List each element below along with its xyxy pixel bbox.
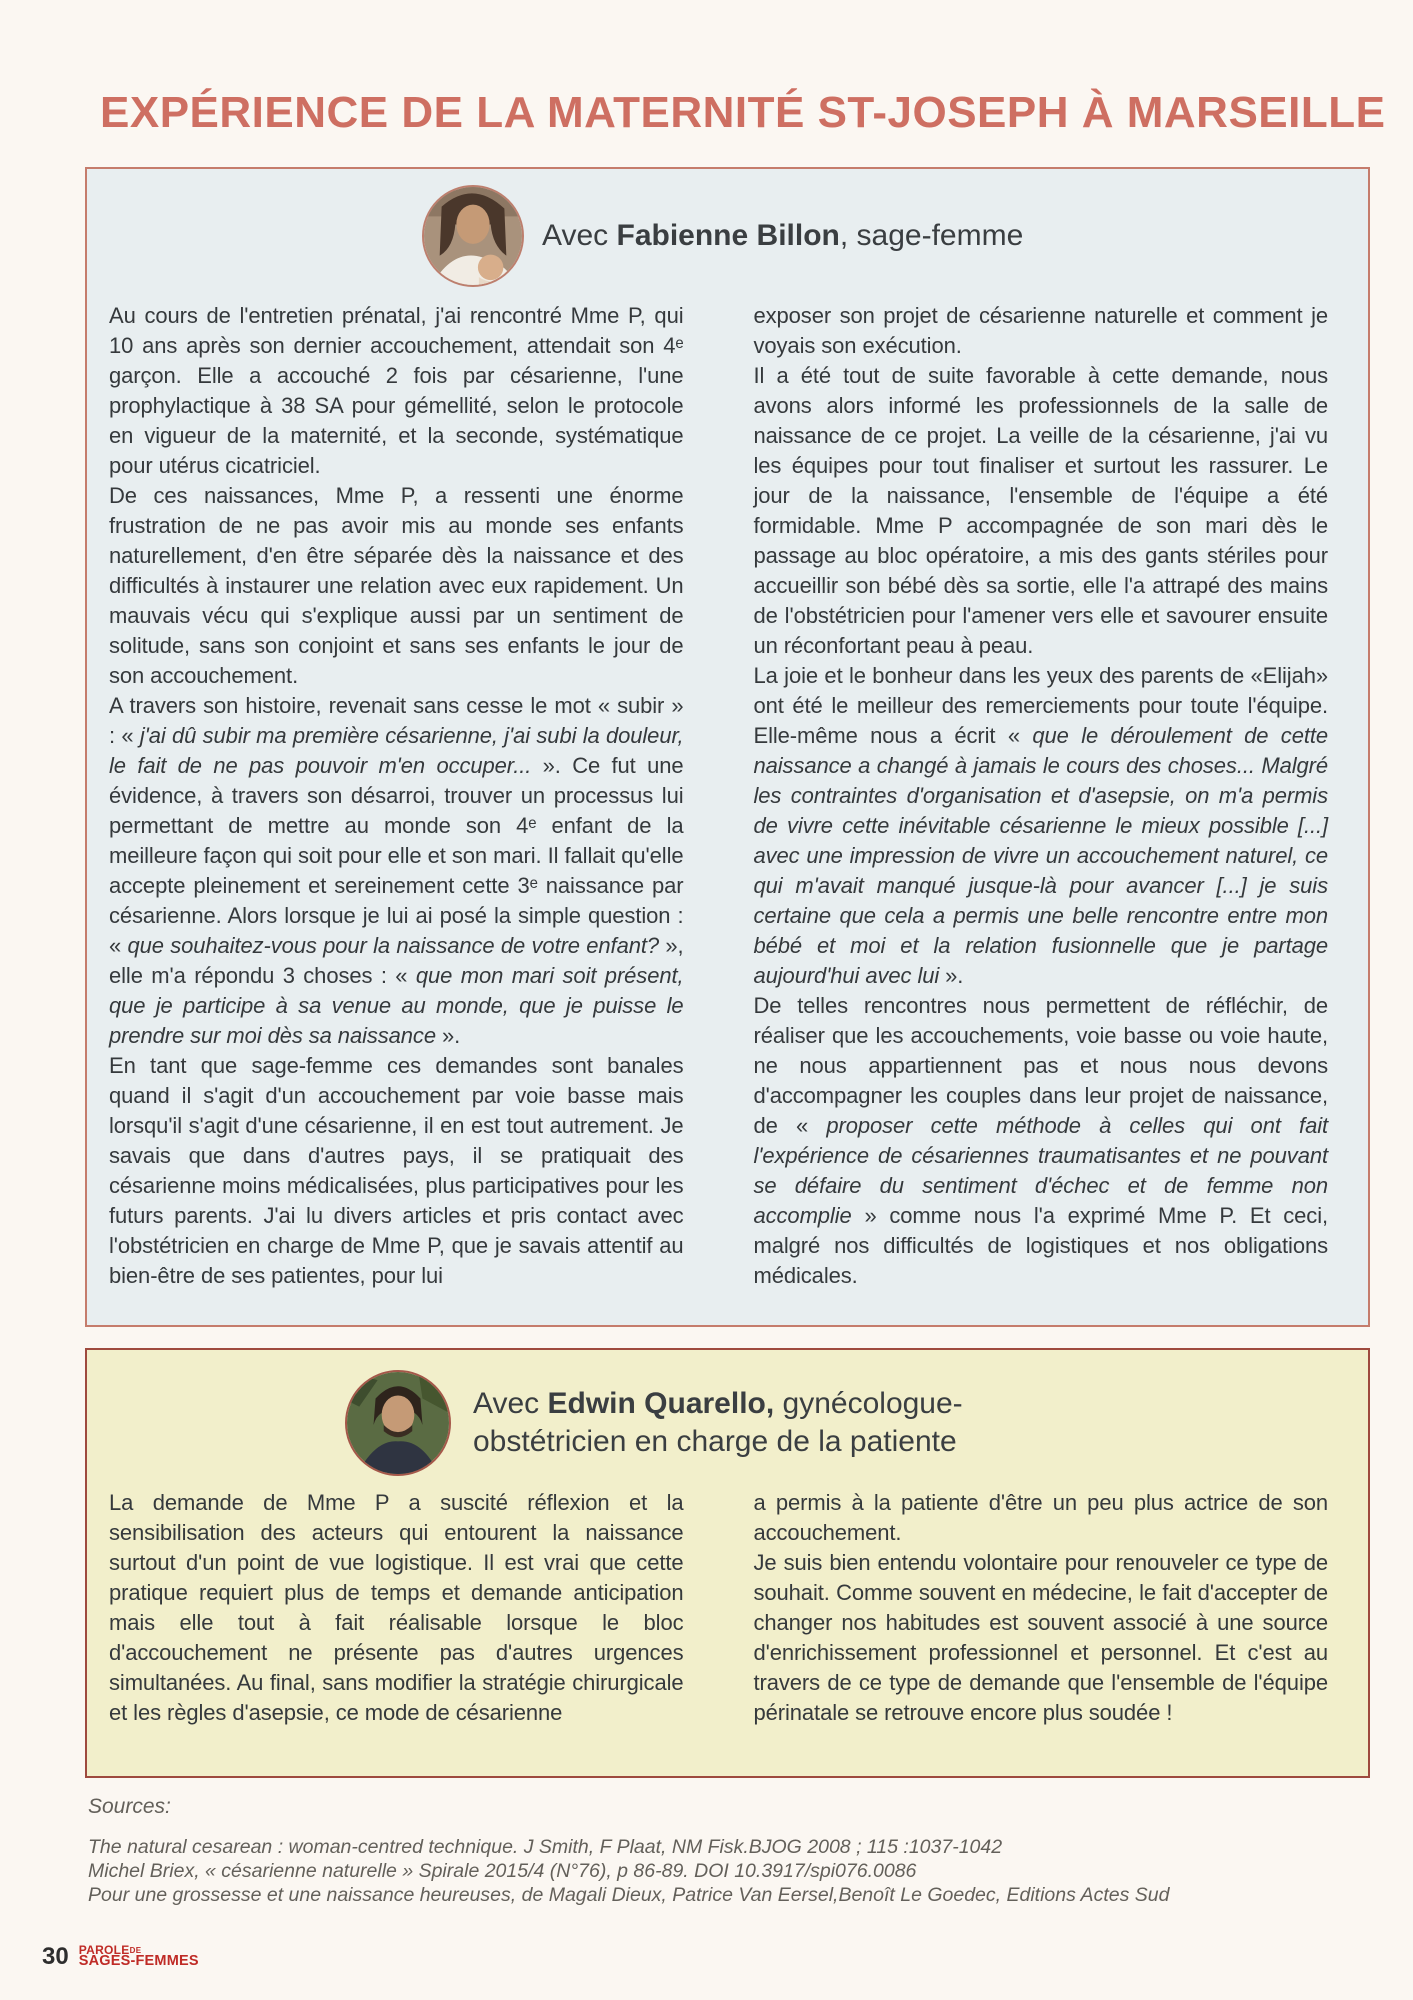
paragraph: exposer son projet de césarienne naturelle et comment je voyais son exécution. [753,303,1328,358]
paragraph: A travers son histoire, revenait sans cesse le mot « subir » : « j'ai dû subir ma première césarienne, j'ai subi la douleur, le fait de ne pas pouvoir m'en occuper... ». Ce fut une évidence, à travers son désarroi, trouver un processus lui permettant de mettre au monde son 4ᵉ enfant de la meilleure façon qui soit pour elle et son mari. Il fallait qu'elle accepte pleinement et sereinement cette 3ᵉ naissance par césarienne. Alors lorsque je lui ai posé la simple question : « que souhaitez-vous pour la naissance de votre enfant? », elle m'a répondu 3 choses : « que mon mari soit présent, que je participe à sa venue au monde, que je puisse le prendre sur moi dès sa naissance ». [109,693,684,1048]
edwin-columns [87,1482,1368,1728]
page-title: EXPÉRIENCE DE LA MATERNITÉ ST-JOSEPH À MARSEILLE [100,88,1386,137]
paragraph: En tant que sage-femme ces demandes sont banales quand il s'agit d'un accouchement par voie basse mais lorsqu'il s'agit d'une césarienne, il en est tout autrement. Je savais que dans d'autres pays, il se pratiquait des césarienne moins médicalisées, plus participatives pour les futurs parents. J'ai lu divers articles et pris contact avec l'obstétricien en charge de Mme P, que je savais attentif au bien-être de ses patientes, pour lui [109,1053,684,1288]
caption-avec: Avec [473,1387,548,1420]
caption-name: Fabienne Billon [616,219,840,252]
paragraph: a permis à la patiente d'être un peu plus actrice de son accouchement. [753,1490,1328,1545]
magazine-brand-logo [79,1944,199,1967]
paragraph: La demande de Mme P a suscité réflexion et la sensibilisation des acteurs qui entourent la naissance surtout d'un point de vue logistique. Il est vrai que cette pratique requiert plus de temps et demande anticipation mais elle tout à fait réalisable lorsque le bloc d'accouchement ne présente pas d'autres urgences simultanées. Au final, sans modifier la stratégie chirurgicale et les règles d'asepsie, ce mode de césarienne [109,1490,684,1725]
fabienne-column-left [109,301,684,1291]
man-portrait-photo-icon [347,1372,449,1474]
fabienne-billon-photo [422,185,524,287]
fabienne-header [87,169,1368,295]
edwin-column-right [754,1488,1329,1728]
edwin-header [87,1350,1368,1482]
fabienne-column-right [754,301,1329,1291]
woman-with-baby-photo-icon [424,187,522,285]
edwin-quarello-photo [345,1370,451,1476]
edwin-quarello-panel [85,1348,1370,1778]
caption-name: Edwin Quarello, [547,1387,775,1420]
caption-line1 [473,1385,963,1423]
paragraph: Il a été tout de suite favorable à cette demande, nous avons alors informé les professionnels de la salle de naissance de ce projet. La veille de la césarienne, j'ai vu les équipes pour tout finaliser et surtout les rassurer. Le jour de la naissance, l'ensemble de l'équipe a été formidable. Mme P accompagnée de son mari dès le passage au bloc opératoire, a mis des gants stériles pour accueillir son bébé dès sa sortie, elle l'a attrapé des mains de l'obstétricien pour l'amener vers elle et savourer ensuite un réconfortant peau à peau. [753,363,1328,658]
source-reference: Pour une grossesse et une naissance heureuses, de Magali Dieux, Patrice Van Eersel,Benoît Le Goedec, Editions Actes Sud [88,1884,1170,1906]
paragraph: De telles rencontres nous permettent de réfléchir, de réaliser que les accouchements, voie basse ou voie haute, ne nous appartiennent pas et nous nous devons d'accompagner les couples dans leur projet de naissance, de « proposer cette méthode à celles qui ont fait l'expérience de césariennes traumatisantes et ne pouvant se défaire du sentiment d'échec et de femme non accomplie » comme nous l'a exprimé Mme P. Et ceci, malgré nos difficultés de logistiques et nos obligations médicales. [753,993,1328,1288]
brand-line2: SAGES-FEMMES [78,1953,199,1969]
source-reference: The natural cesarean : woman-centred technique. J Smith, F Plaat, NM Fisk.BJOG 2008 ; 115 :1037-1042 [88,1836,1003,1858]
source-reference: Michel Briex, « césarienne naturelle » Spirale 2015/4 (N°76), p 86-89. DOI 10.3917/spi076.0086 [88,1860,917,1882]
caption-role: gynécologue- [774,1387,963,1420]
paragraph: Au cours de l'entretien prénatal, j'ai rencontré Mme P, qui 10 ans après son dernier accouchement, attendait son 4ᵉ garçon. Elle a accouché 2 fois par césarienne, l'une prophylactique à 38 SA pour gémellité, selon le protocole en vigueur de la maternité, et la seconde, systématique pour utérus cicatriciel. [109,303,684,478]
page-number: 30 [42,1943,69,1970]
fabienne-billon-panel [85,167,1370,1327]
sources-label: Sources: [88,1795,171,1818]
paragraph: La joie et le bonheur dans les yeux des parents de «Elijah» ont été le meilleur des remerciements pour toute l'équipe. Elle-même nous a écrit « que le déroulement de cette naissance a changé à jamais le cours des choses... Malgré les contraintes d'organisation et d'asepsie, on m'a permis de vivre cette inévitable césarienne le mieux possible [...] avec une impression de vivre un accouchement naturel, ce qui m'avait manqué jusque-là pour avancer [...] je suis certaine que cela a permis une belle rencontre entre mon bébé et moi et la relation fusionnelle que je partage aujourd'hui avec lui ». [753,663,1328,988]
caption-avec: Avec [542,219,617,252]
edwin-column-left [109,1488,684,1728]
brand-de: DE [129,1946,142,1955]
fabienne-columns [87,295,1368,1291]
sources-block [88,1795,1328,1907]
paragraph: De ces naissances, Mme P, a ressenti une énorme frustration de ne pas avoir mis au monde ses enfants naturellement, d'en être séparée dès la naissance et des difficultés à instaurer une relation avec eux rapidement. Un mauvais vécu qui s'explique aussi par un sentiment de solitude, sans son conjoint et sans ses enfants le jour de son accouchement. [109,483,684,688]
edwin-caption [473,1385,963,1461]
page-footer [42,1944,199,1970]
paragraph: Je suis bien entendu volontaire pour renouveler ce type de souhait. Comme souvent en médecine, le fait d'accepter de changer nos habitudes est souvent associé à une source d'enrichissement professionnel et personnel. Et c'est au travers de ce type de demande que l'ensemble de l'équipe périnatale se retrouve encore plus soudée ! [753,1550,1328,1725]
brand-line1: $PAROLE^{DE}$ [78,1943,142,1957]
fabienne-caption [542,217,1023,255]
caption-role: , sage-femme [839,219,1024,252]
caption-line2: obstétricien en charge de la patiente [473,1425,957,1458]
